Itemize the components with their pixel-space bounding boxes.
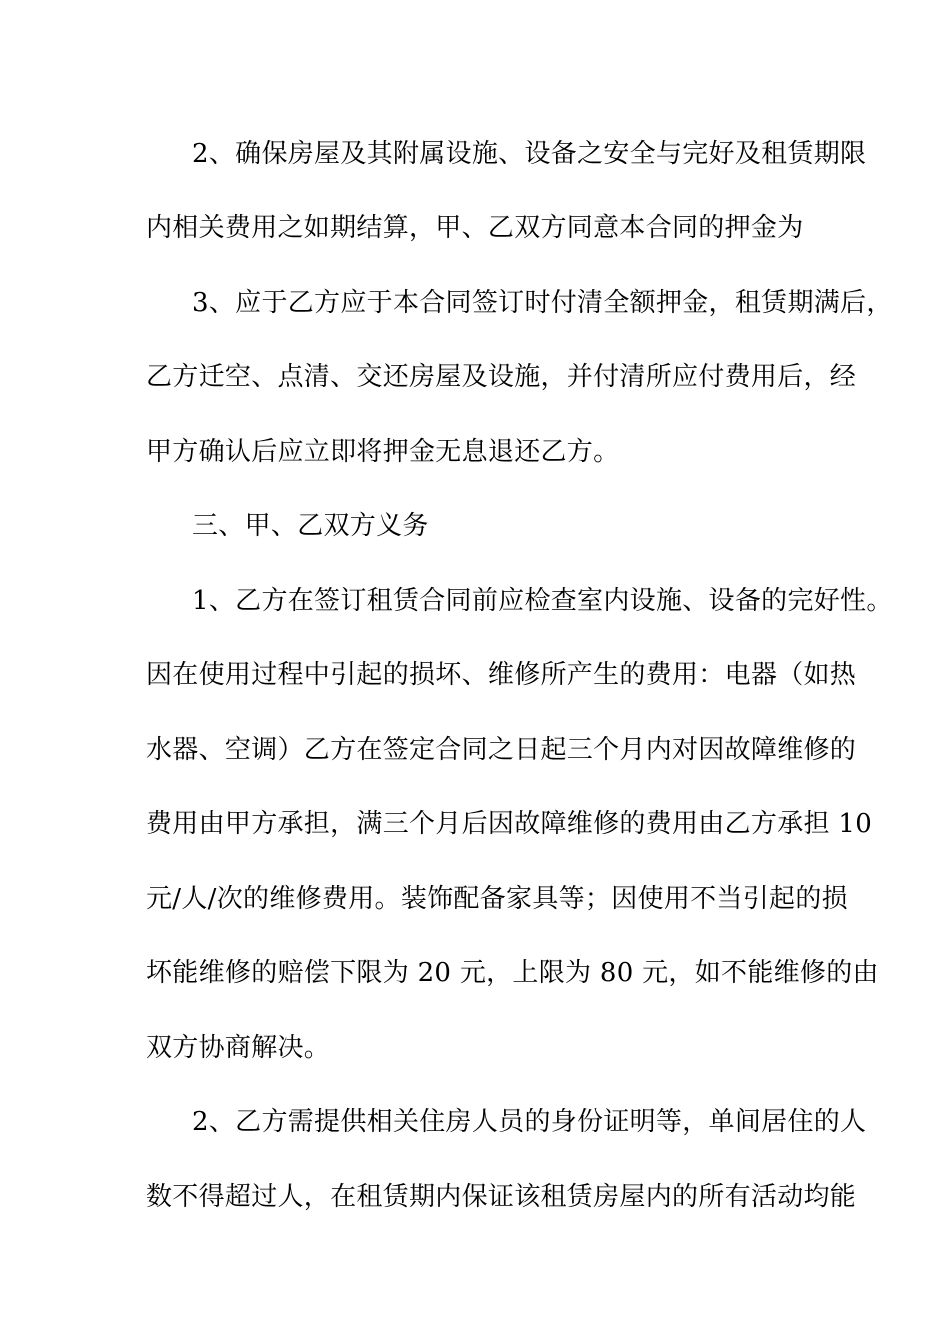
paragraph-line: 元/人/次的维修费用。装饰配备家具等；因使用不当引起的损 bbox=[146, 884, 848, 914]
paragraph-line: 乙方迁空、点清、交还房屋及设施，并付清所应付费用后，经 bbox=[146, 362, 857, 392]
paragraph-line: 水器、空调）乙方在签定合同之日起三个月内对因故障维修的 bbox=[146, 735, 857, 765]
paragraph-line: 数不得超过人，在租赁期内保证该租赁房屋内的所有活动均能 bbox=[146, 1182, 857, 1212]
paragraph-line: 双方协商解决。 bbox=[146, 1033, 331, 1063]
paragraph-line: 2、乙方需提供相关住房人员的身份证明等，单间居住的人 bbox=[192, 1107, 867, 1137]
paragraph-line: 1、乙方在签订租赁合同前应检查室内设施、设备的完好性。 bbox=[192, 586, 893, 616]
paragraph-line: 费用由甲方承担，满三个月后因故障维修的费用由乙方承担 10 bbox=[146, 809, 873, 839]
section-heading: 三、甲、乙双方义务 bbox=[192, 511, 429, 541]
paragraph-line: 内相关费用之如期结算，甲、乙双方同意本合同的押金为 bbox=[146, 213, 804, 243]
paragraph-line: 2、确保房屋及其附属设施、设备之安全与完好及租赁期限 bbox=[192, 139, 867, 169]
paragraph-line: 坏能维修的赔偿下限为 20 元，上限为 80 元，如不能维修的由 bbox=[146, 958, 879, 988]
paragraph-line: 甲方确认后应立即将押金无息退还乙方。 bbox=[146, 437, 620, 467]
paragraph-line: 3、应于乙方应于本合同签订时付清全额押金，租赁期满后， bbox=[192, 288, 893, 318]
paragraph-line: 因在使用过程中引起的损坏、维修所产生的费用：电器（如热 bbox=[146, 660, 857, 690]
